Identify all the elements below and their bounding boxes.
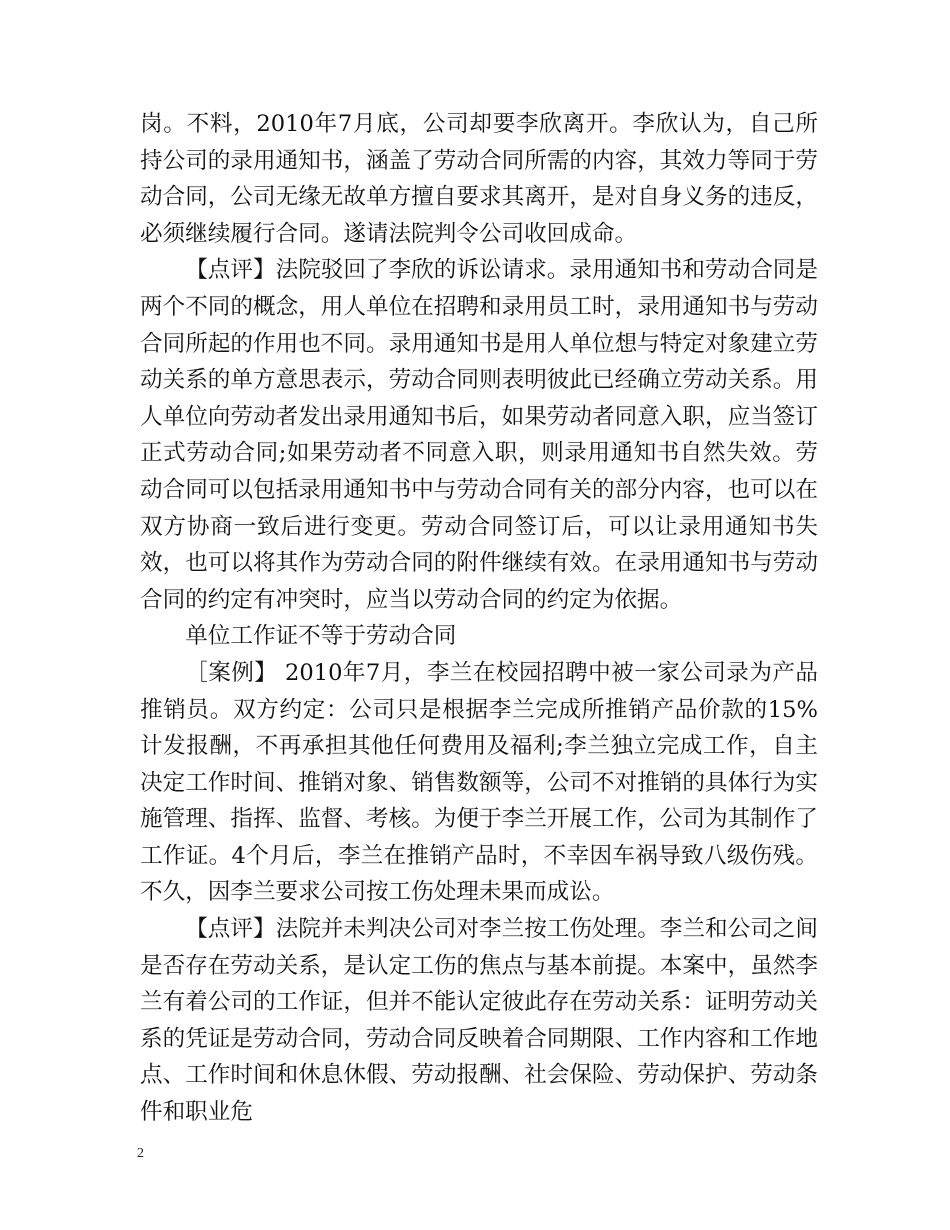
body-text <box>140 106 818 1131</box>
paragraph-5-commentary: 【点评】法院并未判决公司对李兰按工伤处理。李兰和公司之间是否存在劳动关系，是认定工伤的焦点与基本前提。本案中，虽然李兰有着公司的工作证，但并不能认定彼此存在劳动关系：证明劳动关系的凭证是劳动合同，劳动合同反映着合同期限、工作内容和工作地点、工作时间和休息休假、劳动报酬、社会保险、劳动保护、劳动条件和职业危 <box>140 916 818 1126</box>
section-heading: 单位工作证不等于劳动合同 <box>185 623 457 650</box>
paragraph-1: 岗。不料，2010年7月底，公司却要李欣离开。李欣认为，自己所持公司的录用通知书，涵盖了劳动合同所需的内容，其效力等同于劳动合同，公司无缘无故单方擅自要求其离开，是对自身义务的违反，必须继续履行合同。遂请法院判令公司收回成命。 <box>140 111 818 247</box>
paragraph-2-commentary: 【点评】法院驳回了李欣的诉讼请求。录用通知书和劳动合同是两个不同的概念，用人单位在招聘和录用员工时，录用通知书与劳动合同所起的作用也不同。录用通知书是用人单位想与特定对象建立劳动关系的单方意思表示，劳动合同则表明彼此已经确立劳动关系。用人单位向劳动者发出录用通知书后，如果劳动者同意入职，应当签订正式劳动合同;如果劳动者不同意入职，则录用通知书自然失效。劳动合同可以包括录用通知书中与劳动合同有关的部分内容，也可以在双方协商一致后进行变更。劳动合同签订后，可以让录用通知书失效，也可以将其作为劳动合同的附件继续有效。在录用通知书与劳动合同的约定有冲突时，应当以劳动合同的约定为依据。 <box>140 257 818 613</box>
paragraph-4-case: ［案例】 2010年7月，李兰在校园招聘中被一家公司录为产品推销员。双方约定：公司只是根据李兰完成所推销产品价款的15%计发报酬，不再承担其他任何费用及福利;李兰独立完成工作，自主决定工作时间、推销对象、销售数额等，公司不对推销的具体行为实施管理、指挥、监督、考核。为便于李兰开展工作，公司为其制作了工作证。4个月后，李兰在推销产品时，不幸因车祸导致八级伤残。不久，因李兰要求公司按工伤处理未果而成讼。 <box>140 659 818 906</box>
page-number: 2 <box>137 1146 144 1161</box>
